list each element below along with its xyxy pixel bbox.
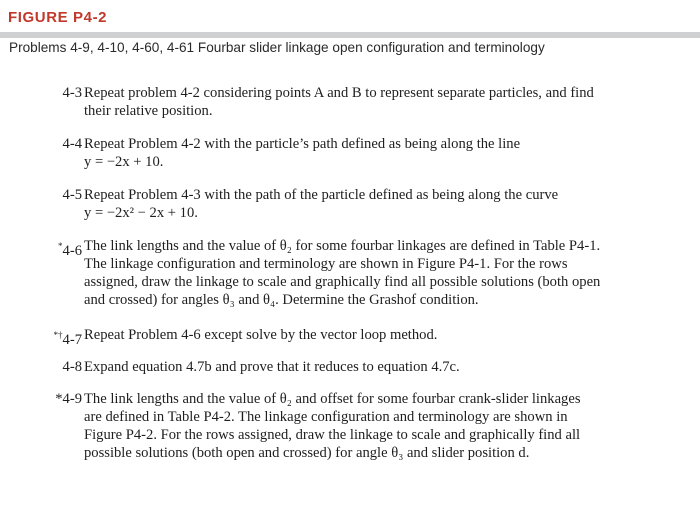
figure-caption: Problems 4-9, 4-10, 4-60, 4-61 Fourbar slider linkage open configuration and terminology xyxy=(9,40,545,55)
problem-line: and crossed) for angles θ₃ and θ₄. Determine the Grashof condition. xyxy=(84,292,479,308)
problem-mark: *† xyxy=(53,330,63,340)
problem-line: Repeat Problem 4-6 except solve by the vector loop method. xyxy=(84,327,438,343)
problem-text xyxy=(84,186,664,222)
problem-text xyxy=(84,390,664,462)
problem-number: 4-8 xyxy=(62,359,82,375)
figure-title: FIGURE P4-2 xyxy=(8,9,108,26)
problem-line: assigned, draw the linkage to scale and graphically find all possible solutions (both open xyxy=(84,274,601,290)
problem-number: *4-9 xyxy=(55,391,82,407)
problem-line: Repeat problem 4-2 considering points A and B to represent separate particles, and find xyxy=(84,85,594,101)
problem-line: possible solutions (both open and crossed) for angle θ₃ and slider position d. xyxy=(84,445,530,461)
problem-number: 4-4 xyxy=(62,136,82,152)
problem-line: y = −2x + 10. xyxy=(84,154,164,170)
problem-line: are defined in Table P4-2. The linkage configuration and terminology are shown in xyxy=(84,409,568,425)
problem-line: Repeat Problem 4-3 with the path of the particle defined as being along the curve xyxy=(84,187,559,203)
problem-number-text: 4-6 xyxy=(62,243,82,259)
problem-line: The link lengths and the value of θ₂ for some fourbar linkages are defined in Table P4-1. xyxy=(84,238,601,254)
problem-line: Repeat Problem 4-2 with the particle’s path defined as being along the line xyxy=(84,136,521,152)
problem-text xyxy=(84,237,664,309)
problem-line: The link lengths and the value of θ₂ and offset for some fourbar crank-slider linkages xyxy=(84,391,581,407)
problem-mark: * xyxy=(58,241,63,251)
problem-number: 4-5 xyxy=(62,187,82,203)
problem-number-text: 4-7 xyxy=(62,332,82,348)
problem-text xyxy=(84,84,664,120)
problem-number xyxy=(54,326,82,349)
problem-text xyxy=(84,135,664,171)
problem-number xyxy=(58,237,82,260)
problem-line: Figure P4-2. For the rows assigned, draw the linkage to scale and graphically find all xyxy=(84,427,581,443)
problem-text xyxy=(84,326,664,344)
problem-line: Expand equation 4.7b and prove that it reduces to equation 4.7c. xyxy=(84,359,460,375)
problem-line: The linkage configuration and terminology are shown in Figure P4-1. For the rows xyxy=(84,256,568,272)
problem-text xyxy=(84,358,664,376)
problem-line: y = −2x² − 2x + 10. xyxy=(84,205,198,221)
problem-number: 4-3 xyxy=(62,85,82,101)
title-rule xyxy=(0,32,700,38)
problem-line: their relative position. xyxy=(84,103,213,119)
